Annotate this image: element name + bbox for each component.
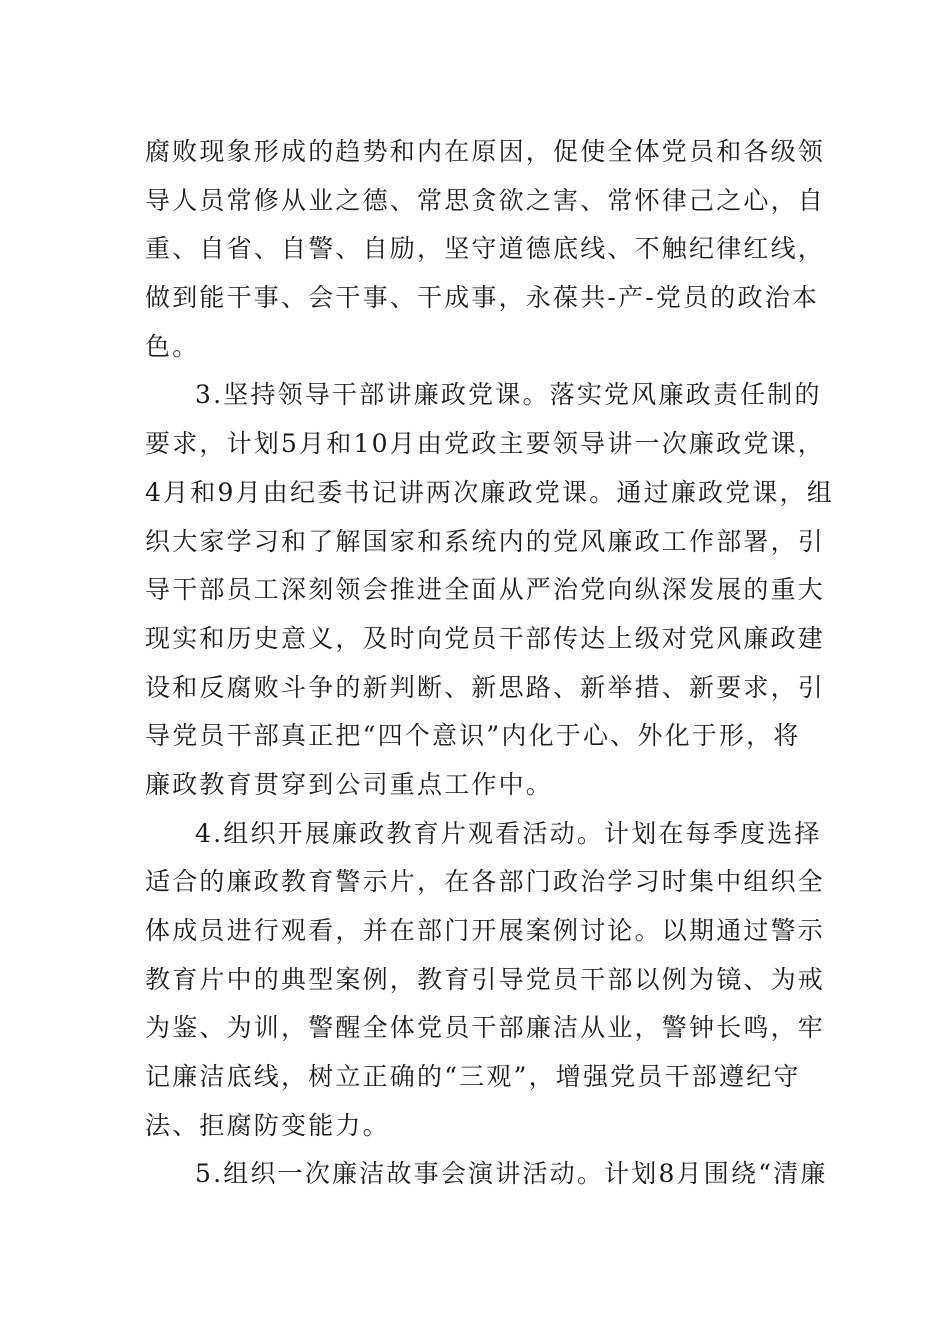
text-line: 现实和历史意义，及时向党员干部传达上级对党风廉政建 xyxy=(145,623,826,653)
paragraph-3-heading-line: 3.坚持领导干部讲廉政党课。落实党风廉政责任制的 xyxy=(195,380,822,410)
text-line: 为鉴、为训，警醒全体党员干部廉洁从业，警钟长鸣，牢 xyxy=(145,1013,826,1043)
paragraph-5-heading-line: 5.组织一次廉洁故事会演讲活动。计划8月围绕“清廉 xyxy=(195,1159,828,1189)
text-line: 适合的廉政教育警示片，在各部门政治学习时集中组织全 xyxy=(145,867,826,897)
text-line: 导干部员工深刻领会推进全面从严治党向纵深发展的重大 xyxy=(145,575,826,605)
body-text xyxy=(145,128,835,1199)
text-line: 重、自省、自警、自励，坚守道德底线、不触纪律红线， xyxy=(145,234,826,264)
text-line: 教育片中的典型案例，教育引导党员干部以例为镜、为戒 xyxy=(145,964,826,994)
text-line: 廉政教育贯穿到公司重点工作中。 xyxy=(145,769,554,799)
text-line: 体成员进行观看，并在部门开展案例讨论。以期通过警示 xyxy=(145,916,826,945)
text-line: 织大家学习和了解国家和系统内的党风廉政工作部署，引 xyxy=(145,526,826,556)
text-line: 法、拒腐防变能力。 xyxy=(145,1110,390,1140)
text-line: 导人员常修从业之德、常思贪欲之害、常怀律己之心，自 xyxy=(145,185,826,215)
text-line: 要求，计划5月和10月由党政主要领导讲一次廉政党课， xyxy=(145,429,825,459)
text-line: 4月和9月由纪委书记讲两次廉政党课。通过廉政党课，组 xyxy=(145,477,835,507)
text-line: 做到能干事、会干事、干成事，永葆共-产-党员的政治本 xyxy=(145,283,820,313)
text-line: 导党员干部真正把“四个意识”内化于心、外化于形，将 xyxy=(145,721,801,751)
text-line: 腐败现象形成的趋势和内在原因，促使全体党员和各级领 xyxy=(145,137,826,166)
paragraph-4-heading-line: 4.组织开展廉政教育片观看活动。计划在每季度选择 xyxy=(195,818,822,848)
text-line: 设和反腐败斗争的新判断、新思路、新举措、新要求，引 xyxy=(145,672,826,702)
text-line: 记廉洁底线，树立正确的“三观”，增强党员干部遵纪守 xyxy=(145,1062,801,1092)
text-line: 色。 xyxy=(145,331,200,361)
